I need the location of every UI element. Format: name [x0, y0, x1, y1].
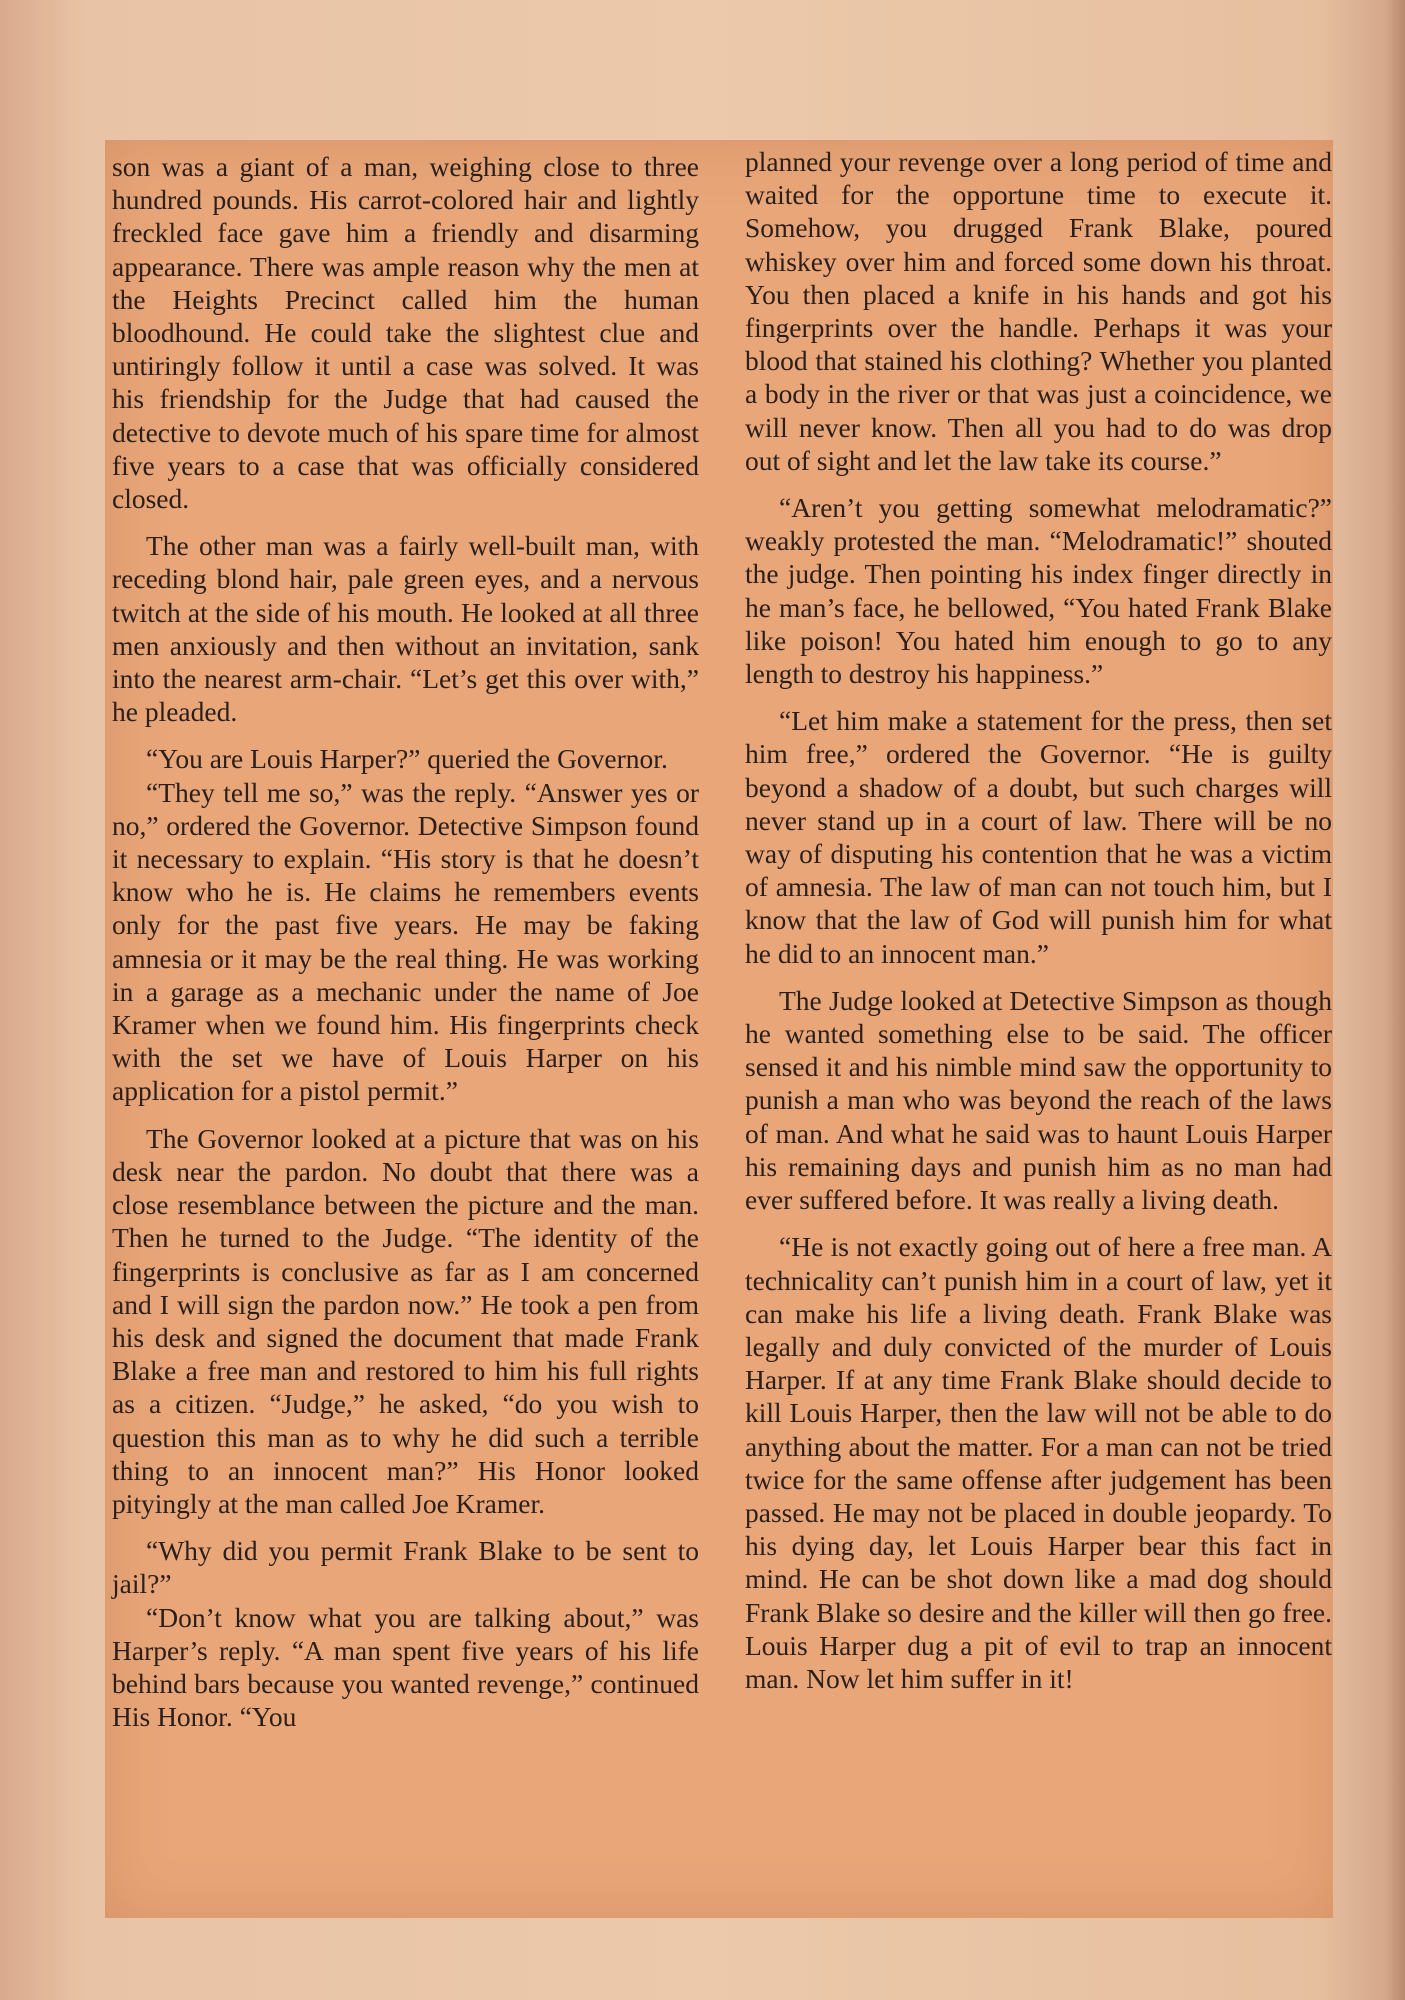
paragraph: “Let him make a statement for the press, then set him free,” ordered the Governor. “He is guilty beyond a shadow of a doubt, but such charges will never stand up in a court of law. There will be no way of disputing his contention that he was a victim of amnesia. The law of man can not touch him, but I know that the law of God will punish him for what he did to an innocent man.”	[745, 705, 1332, 969]
right-column	[745, 145, 1332, 1709]
paragraph: The Judge looked at Detective Simpson as though he wanted something else to be said. The officer sensed it and his nimble mind saw the opportunity to punish a man who was beyond the reach of the laws of man. And what he said was to haunt Louis Harper his remaining days and punish him as no man had ever suffered before. It was really a living death.	[745, 984, 1332, 1216]
paragraph: “Aren’t you getting somewhat melodramatic?” weakly protested the man. “Melodramatic!” shouted the judge. Then pointing his index finger directly in he man’s face, he bellowed, “You hated Frank Blake like poison! You hated him enough to go to any length to destroy his happiness.”	[745, 492, 1332, 690]
paragraph: “Don’t know what you are talking about,” was Harper’s reply. “A man spent five years of his life behind bars because you wanted revenge,” continued His Honor. “You	[112, 1601, 699, 1733]
paragraph: “They tell me so,” was the reply. “Answer yes or no,” ordered the Governor. Detective Simpson found it necessary to explain. “His story is that he doesn’t know who he is. He claims he remembers events only for the past five years. He may be faking amnesia or it may be the real thing. He was working in a garage as a mechanic under the name of Joe Kramer when we found him. His fingerprints check with the set we have of Louis Harper on his application for a pistol permit.”	[112, 776, 699, 1107]
page-edge	[1385, 0, 1405, 2000]
paragraph: “He is not exactly going out of here a free man. A technicality can’t punish him in a court of law, yet it can make his life a living death. Frank Blake was legally and duly convicted of the murder of Louis Harper. If at any time Frank Blake should decide to kill Louis Harper, then the law will not be able to do anything about the matter. For a man can not be tried twice for the same offense after judgement has been passed. He may not be placed in double jeopardy. To his dying day, let Louis Harper bear this fact in mind. He can be shot down like a mad dog should Frank Blake so desire and the killer will then go free. Louis Harper dug a pit of evil to trap an innocent man. Now let him suffer in it!	[745, 1231, 1332, 1694]
paragraph: “Why did you permit Frank Blake to be sent to jail?”	[112, 1535, 699, 1600]
paragraph: son was a giant of a man, weighing close to three hundred pounds. His carrot-colored hair and lightly freckled face gave him a friendly and disarming appearance. There was ample reason why the men at the Heights Precinct called him the human bloodhound. He could take the slightest clue and untiringly follow it until a case was solved. It was his friendship for the Judge that had caused the detective to devote much of his spare time for almost five years to a case that was officially considered closed.	[112, 151, 699, 515]
paragraph: The Governor looked at a picture that was on his desk near the pardon. No doubt that there was a close resemblance between the picture and the man. Then he turned to the Judge. “The identity of the fingerprints is conclusive as far as I am concerned and I will sign the pardon now.” He took a pen from his desk and signed the document that made Frank Blake a free man and restored to him his full rights as a citizen. “Judge,” he asked, “do you wish to question this man as to why he did such a terrible thing to an innocent man?” His Honor looked pityingly at the man called Joe Kramer.	[112, 1122, 699, 1519]
paragraph: planned your revenge over a long period of time and waited for the opportune time to execute it. Somehow, you drugged Frank Blake, poured whiskey over him and forced some down his throat. You then placed a knife in his hands and got his fingerprints over the handle. Perhaps it was your blood that stained his clothing? Whether you planted a body in the river or that was just a coincidence, we will never know. Then all you had to do was drop out of sight and let the law take its course.”	[745, 146, 1332, 476]
paragraph: “You are Louis Harper?” queried the Governor.	[146, 743, 668, 775]
left-column	[112, 150, 699, 1747]
paragraph: The other man was a fairly well-built man, with receding blond hair, pale green eyes, and a nervous twitch at the side of his mouth. He looked at all three men anxiously and then without an invitation, sank into the nearest arm-chair. “Let’s get this over with,” he pleaded.	[112, 530, 699, 728]
